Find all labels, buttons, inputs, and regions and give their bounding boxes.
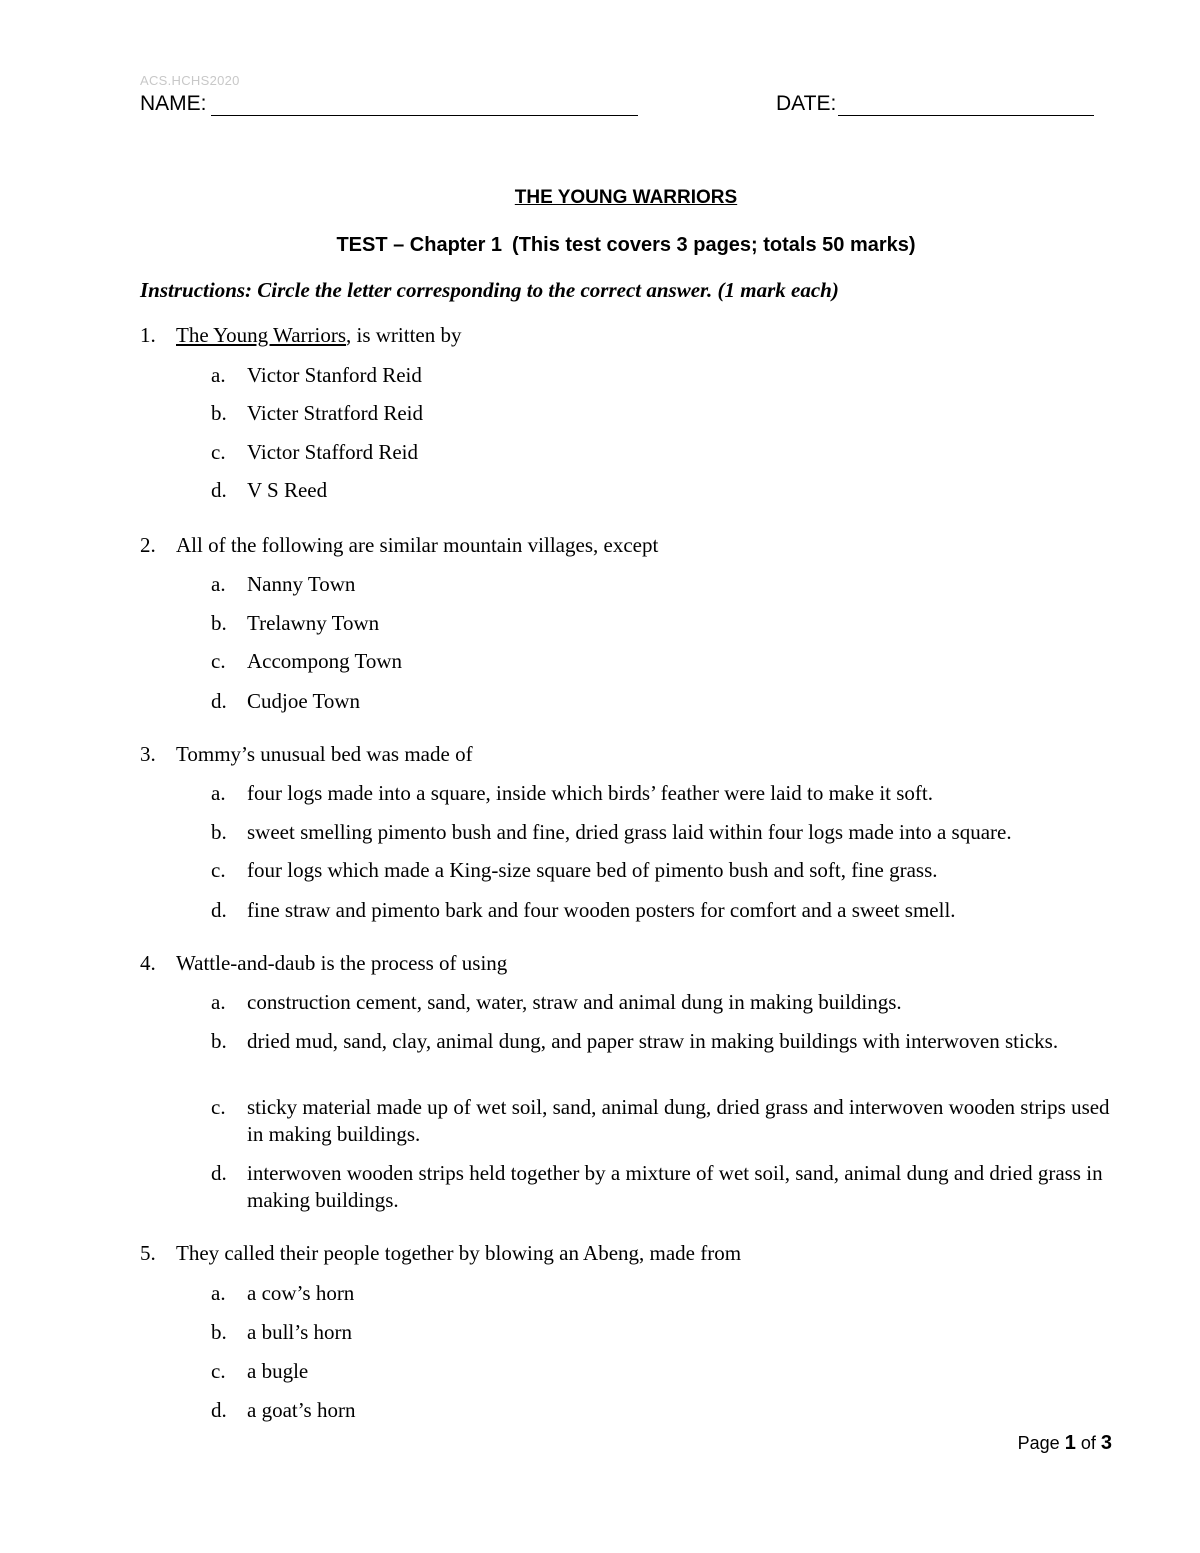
option-letter: a.	[211, 990, 226, 1014]
question-4-option-d[interactable]	[211, 1160, 1111, 1214]
question-2	[140, 532, 658, 559]
option-text: Cudjoe Town	[247, 689, 361, 713]
question-text: All of the following are similar mountain villages, except	[176, 533, 659, 557]
page-title: THE YOUNG WARRIORS	[514, 187, 738, 208]
option-text: four logs which made a King-size square bed of pimento bush and soft, fine grass.	[247, 858, 938, 882]
date-blank-line[interactable]	[838, 93, 1094, 116]
option-letter: a.	[211, 1281, 226, 1305]
option-letter: a.	[211, 363, 226, 387]
of-word: of	[1080, 1433, 1096, 1453]
name-field	[140, 92, 638, 116]
question-3	[140, 741, 473, 768]
option-letter: c.	[211, 1359, 226, 1383]
option-letter: a.	[211, 781, 226, 805]
option-text: Nanny Town	[247, 572, 356, 596]
question-4	[140, 950, 507, 977]
option-letter: d.	[211, 898, 227, 922]
question-3-option-b[interactable]	[211, 819, 1111, 846]
question-5-option-d[interactable]	[211, 1397, 1111, 1424]
option-text: V S Reed	[247, 478, 328, 502]
page-footer	[1018, 1432, 1112, 1455]
question-4-option-b[interactable]	[211, 1028, 1111, 1055]
option-text: fine straw and pimento bark and four wooden posters for comfort and a sweet smell.	[247, 898, 956, 922]
option-text: a cow’s horn	[247, 1281, 355, 1305]
question-2-option-d[interactable]	[211, 688, 1111, 715]
option-text: Victor Stanford Reid	[247, 363, 422, 387]
option-letter: b.	[211, 1029, 227, 1053]
option-letter: c.	[211, 649, 226, 673]
question-2-option-a[interactable]	[211, 571, 1111, 598]
question-4-option-c[interactable]	[211, 1094, 1111, 1148]
name-blank-line[interactable]	[211, 93, 638, 116]
test-heading	[0, 234, 1200, 257]
question-5-option-c[interactable]	[211, 1358, 1111, 1385]
option-letter: d.	[211, 689, 227, 713]
option-letter: d.	[211, 1161, 227, 1185]
option-text: dried mud, sand, clay, animal dung, and paper straw in making buildings with interwoven sticks.	[247, 1029, 1059, 1053]
question-number: 5.	[140, 1241, 156, 1265]
question-number: 4.	[140, 951, 156, 975]
question-text: Tommy’s unusual bed was made of	[176, 742, 473, 766]
option-letter: c.	[211, 1095, 226, 1119]
option-letter: b.	[211, 820, 227, 844]
option-text: Trelawny Town	[247, 611, 380, 635]
page-word: Page	[1017, 1433, 1060, 1453]
question-2-option-c[interactable]	[211, 648, 1111, 675]
book-title: The Young Warriors	[176, 323, 346, 347]
date-label: DATE:	[776, 92, 837, 115]
option-letter: d.	[211, 478, 227, 502]
question-text: They called their people together by blowing an Abeng, made from	[176, 1241, 742, 1265]
test-note: (This test covers 3 pages; totals 50 marks)	[512, 234, 916, 256]
question-text: Wattle-and-daub is the process of using	[176, 951, 508, 975]
question-5	[140, 1240, 741, 1267]
question-number: 2.	[140, 533, 156, 557]
option-letter: b.	[211, 401, 227, 425]
question-2-option-b[interactable]	[211, 610, 1111, 637]
option-text: Victor Stafford Reid	[247, 440, 418, 464]
option-text: construction cement, sand, water, straw and animal dung in making buildings.	[247, 990, 902, 1014]
option-text: sticky material made up of wet soil, sand, animal dung, dried grass and interwoven wooden strips used in making buildings.	[247, 1095, 1110, 1146]
option-text: a bull’s horn	[247, 1320, 352, 1344]
question-1-option-d[interactable]	[211, 477, 1111, 504]
option-letter: c.	[211, 858, 226, 882]
instructions: Instructions: Circle the letter corresponding to the correct answer. (1 mark each)	[140, 278, 839, 302]
question-1-option-c[interactable]	[211, 439, 1111, 466]
question-1-option-b[interactable]	[211, 400, 1111, 427]
option-letter: b.	[211, 611, 227, 635]
option-text: a bugle	[247, 1359, 309, 1383]
question-1-option-a[interactable]	[211, 362, 1111, 389]
option-text: a goat’s horn	[247, 1398, 356, 1422]
option-letter: a.	[211, 572, 226, 596]
question-number: 3.	[140, 742, 156, 766]
question-3-option-a[interactable]	[211, 780, 1111, 807]
question-5-option-b[interactable]	[211, 1319, 1111, 1346]
document-code: ACS.HCHS2020	[140, 73, 240, 88]
option-text: Accompong Town	[247, 649, 403, 673]
test-label: TEST – Chapter 1	[336, 234, 503, 256]
question-1	[140, 322, 462, 349]
option-letter: c.	[211, 440, 226, 464]
option-letter: d.	[211, 1398, 227, 1422]
question-number: 1.	[140, 323, 156, 347]
page-number: 1	[1064, 1432, 1076, 1454]
page-total: 3	[1100, 1432, 1112, 1454]
option-text: four logs made into a square, inside which birds’ feather were laid to make it soft.	[247, 781, 933, 805]
question-3-option-c[interactable]	[211, 857, 1111, 884]
date-field	[776, 92, 1094, 116]
question-3-option-d[interactable]	[211, 897, 1111, 924]
option-letter: b.	[211, 1320, 227, 1344]
name-label: NAME:	[140, 92, 207, 115]
question-4-option-a[interactable]	[211, 989, 1111, 1016]
option-text: sweet smelling pimento bush and fine, dried grass laid within four logs made into a square.	[247, 820, 1012, 844]
question-5-option-a[interactable]	[211, 1280, 1111, 1307]
option-text: Victer Stratford Reid	[247, 401, 424, 425]
question-text: , is written by	[346, 323, 462, 347]
option-text: interwoven wooden strips held together by a mixture of wet soil, sand, animal dung and dried grass in making buildings.	[247, 1161, 1103, 1212]
